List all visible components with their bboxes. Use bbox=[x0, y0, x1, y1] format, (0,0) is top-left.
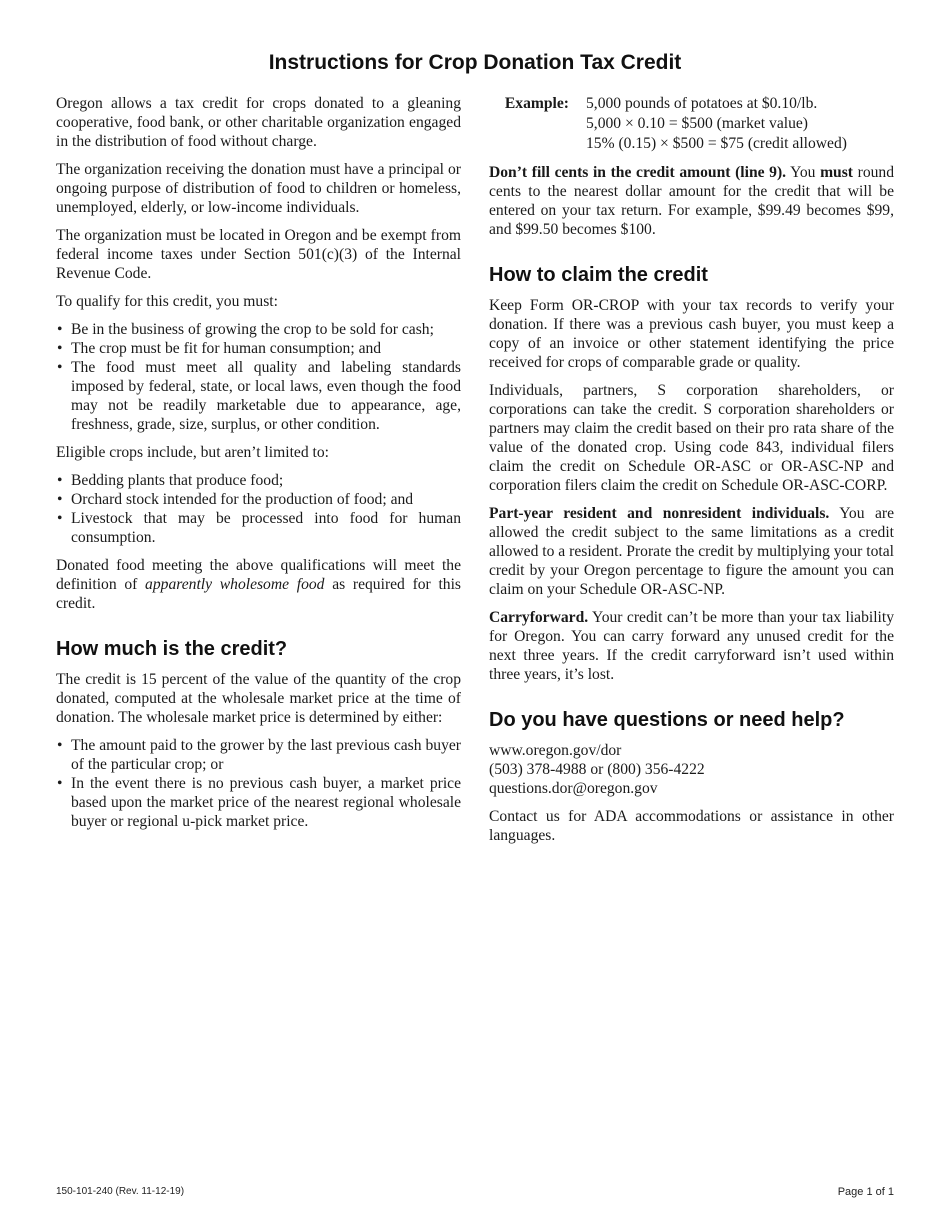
text-run: Donated food meeting the above qualifications will meet the definition of bbox=[56, 557, 461, 593]
contact-block bbox=[489, 741, 894, 798]
market-price-list bbox=[56, 736, 461, 831]
text-run: round cents to the nearest dollar amount for the credit that will be entered on your tax return. For example, $99.49 becomes $99, and $99.50 becomes $100. bbox=[489, 164, 895, 238]
part-year-paragraph bbox=[489, 504, 894, 599]
list-item: • Orchard stock intended for the production of food; and bbox=[56, 490, 461, 509]
text-run: Your credit can’t be more than your tax liability for Oregon. You can carry forward any unused credit for the next three years. If the credit carryforward isn’t used within three years, it’s lost. bbox=[489, 609, 894, 683]
phone-numbers: (503) 378-4988 or (800) 356-4222 bbox=[489, 761, 705, 778]
bold-word: must bbox=[820, 164, 853, 181]
bold-lead: Don’t fill cents in the credit amount (line 9). bbox=[489, 164, 787, 181]
example-line: 5,000 pounds of potatoes at $0.10/lb. bbox=[586, 95, 818, 112]
intro-paragraph: Oregon allows a tax credit for crops donated to a gleaning cooperative, food bank, or other charitable organization engaged in the distribution of food without charge. bbox=[56, 95, 461, 150]
bold-lead: Carryforward. bbox=[489, 609, 589, 626]
example-label: Example: bbox=[504, 95, 569, 112]
example-line: 5,000 × 0.10 = $500 (market value) bbox=[586, 115, 808, 132]
organization-purpose-paragraph: The organization receiving the donation must have a principal or ongoing purpose of distribution of food to children or homeless, unemployed, elderly, or low-income individuals. bbox=[56, 161, 461, 216]
list-item: • The food must meet all quality and labeling standards imposed by federal, state, or local laws, even though the food may not be readily marketable due to appearance, age, freshness, grade, size, surplus, or other condition. bbox=[56, 358, 461, 434]
qualify-list bbox=[56, 320, 461, 434]
section-heading-help: Do you have questions or need help? bbox=[489, 709, 845, 731]
example-line: 15% (0.15) × $500 = $75 (credit allowed) bbox=[586, 135, 847, 152]
list-item: • Livestock that may be processed into food for human consumption. bbox=[56, 509, 461, 547]
page-number: Page 1 of 1 bbox=[837, 1186, 894, 1198]
example-block bbox=[489, 94, 894, 154]
email-link[interactable]: questions.dor@oregon.gov bbox=[489, 780, 658, 797]
example-lines bbox=[586, 94, 847, 154]
credit-amount-paragraph: The credit is 15 percent of the value of the quantity of the crop donated, computed at the wholesale market price at the time of donation. The wholesale market price is determined by either: bbox=[56, 671, 461, 726]
bold-lead: Part-year resident and nonresident individuals. bbox=[489, 505, 830, 522]
eligible-intro: Eligible crops include, but aren’t limited to: bbox=[56, 444, 329, 461]
text-run: as required for this credit. bbox=[56, 576, 461, 612]
page-title: Instructions for Crop Donation Tax Credit bbox=[268, 51, 682, 74]
list-item: • Bedding plants that produce food; bbox=[56, 471, 461, 490]
eligible-list bbox=[56, 471, 461, 547]
who-can-claim-paragraph: Individuals, partners, S corporation shareholders, or corporations can take the credit. S corporation shareholders or partners may claim the credit based on their pro rata share of the value of the donated crop. Using code 843, individual filers claim the credit on Schedule OR-ASC or OR-ASC-NP and corporation filers claim the credit on Schedule OR-ASC-CORP. bbox=[489, 382, 894, 494]
list-item: • The crop must be fit for human consumption; and bbox=[56, 339, 461, 358]
qualify-intro: To qualify for this credit, you must: bbox=[56, 293, 278, 310]
text-run: You bbox=[786, 164, 821, 181]
website-link[interactable]: www.oregon.gov/dor bbox=[489, 742, 622, 759]
cents-rounding-paragraph bbox=[489, 163, 894, 239]
list-item: • Be in the business of growing the crop to be sold for cash; bbox=[56, 320, 461, 339]
wholesome-food-paragraph bbox=[56, 556, 461, 613]
list-item: • In the event there is no previous cash buyer, a market price based upon the market price of the nearest regional wholesale buyer or regional u-pick market price. bbox=[56, 774, 461, 831]
list-item: • The amount paid to the grower by the last previous cash buyer of the particular crop; or bbox=[56, 736, 461, 774]
text-run: You are allowed the credit subject to the same limitations as a credit allowed to a resident. Prorate the credit by multiplying your total credit by your Oregon percentage to figure the amount you can claim on your Schedule OR-ASC-NP. bbox=[489, 505, 894, 598]
emphasis-text: apparently wholesome food bbox=[145, 576, 325, 593]
form-revision: 150-101-240 (Rev. 11-12-19) bbox=[56, 1186, 185, 1197]
section-heading-credit-amount: How much is the credit? bbox=[56, 638, 288, 660]
carryforward-paragraph bbox=[489, 608, 894, 684]
keep-records-paragraph: Keep Form OR-CROP with your tax records to verify your donation. If there was a previous cash buyer, you must keep a copy of an invoice or other statement identifying the price received for crops of comparable grade or quality. bbox=[489, 297, 894, 371]
section-heading-claim: How to claim the credit bbox=[489, 264, 708, 286]
right-column bbox=[489, 94, 894, 854]
organization-location-paragraph: The organization must be located in Oregon and be exempt from federal income taxes under Section 501(c)(3) of the Internal Revenue Code. bbox=[56, 227, 461, 282]
left-column bbox=[56, 94, 461, 840]
ada-paragraph: Contact us for ADA accommodations or assistance in other languages. bbox=[489, 808, 894, 844]
